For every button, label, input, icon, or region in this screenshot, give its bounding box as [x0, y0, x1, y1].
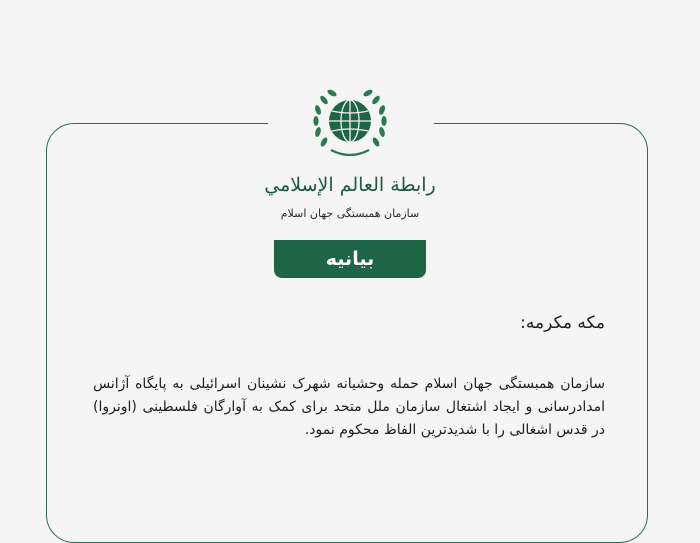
- org-name-arabic: رابطة العالم الإسلامي: [264, 174, 436, 196]
- statement-banner: بیانیه: [274, 240, 426, 278]
- salutation: مکه مکرمه:: [520, 313, 605, 333]
- org-name-persian: سازمان همبستگی جهان اسلام: [280, 207, 420, 220]
- statement-body: سازمان همبستگی جهان اسلام حمله وحشیانه شهرک نشینان اسرائیلی به پایگاه آژانس امدادرسانی و ایجاد اشتغال سازمان ملل متحد برای کمک به آوارگان فلسطینی (اونروا) در قدس اشغالی را با شدیدترین الفاظ محکوم نمود.: [93, 376, 605, 438]
- globe-wreath-icon: [303, 84, 397, 164]
